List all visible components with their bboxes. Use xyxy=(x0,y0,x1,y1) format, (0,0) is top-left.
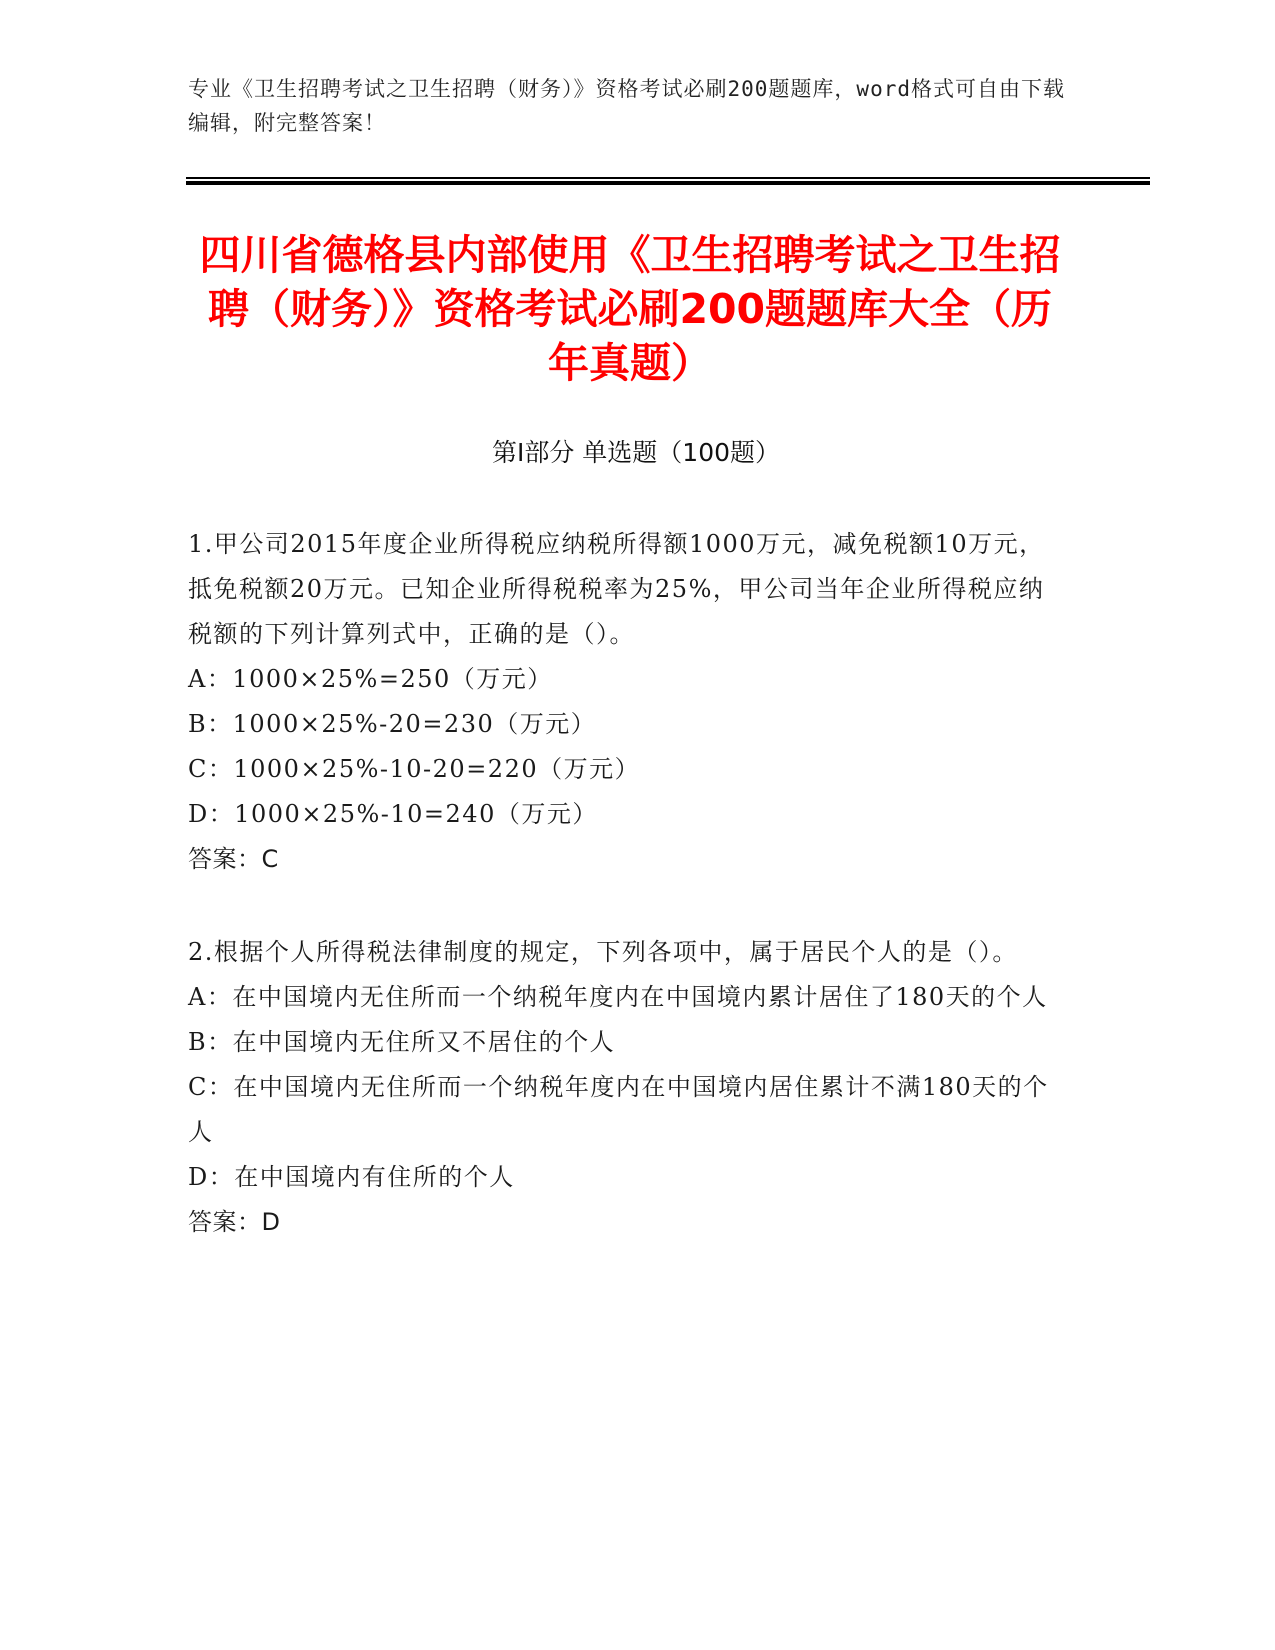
document-title: 四川省德格县内部使用《卫生招聘考试之卫生招聘（财务）》资格考试必刷200题题库大全（历年真题） xyxy=(199,231,1061,387)
header-divider-thick xyxy=(186,181,1150,185)
answer-line: 答案：C xyxy=(188,845,279,873)
option-d: D：在中国境内有住所的个人 xyxy=(188,1163,515,1191)
section-heading: 第Ⅰ部分 单选题（100题） xyxy=(491,438,781,467)
question-block xyxy=(188,930,1068,1245)
option-b: B：1000×25%-20=230（万元） xyxy=(188,710,597,738)
question-block xyxy=(188,522,1068,882)
header-divider-thin xyxy=(186,177,1150,179)
option-a: A：在中国境内无住所而一个纳税年度内在中国境内累计居住了180天的个人 xyxy=(188,983,1048,1011)
question-stem: 1.甲公司2015年度企业所得税应纳税所得额1000万元，减免税额10万元，抵免税额20万元。已知企业所得税税率为25%，甲公司当年企业所得税应纳税额的下列计算列式中，正确的是（）。 xyxy=(188,530,1045,648)
option-d: D：1000×25%-10=240（万元） xyxy=(188,800,598,828)
option-c: C：在中国境内无住所而一个纳税年度内在中国境内居住累计不满180天的个人 xyxy=(188,1073,1049,1146)
option-b: B：在中国境内无住所又不居住的个人 xyxy=(188,1028,616,1056)
answer-line: 答案：D xyxy=(188,1208,281,1236)
option-a: A：1000×25%=250（万元） xyxy=(188,665,553,693)
question-stem: 2.根据个人所得税法律制度的规定，下列各项中，属于居民个人的是（）。 xyxy=(188,938,1018,966)
option-c: C：1000×25%-10-20=220（万元） xyxy=(188,755,641,783)
header-note: 专业《卫生招聘考试之卫生招聘（财务）》资格考试必刷200题题库，word格式可自由下载编辑，附完整答案！ xyxy=(188,77,1065,135)
